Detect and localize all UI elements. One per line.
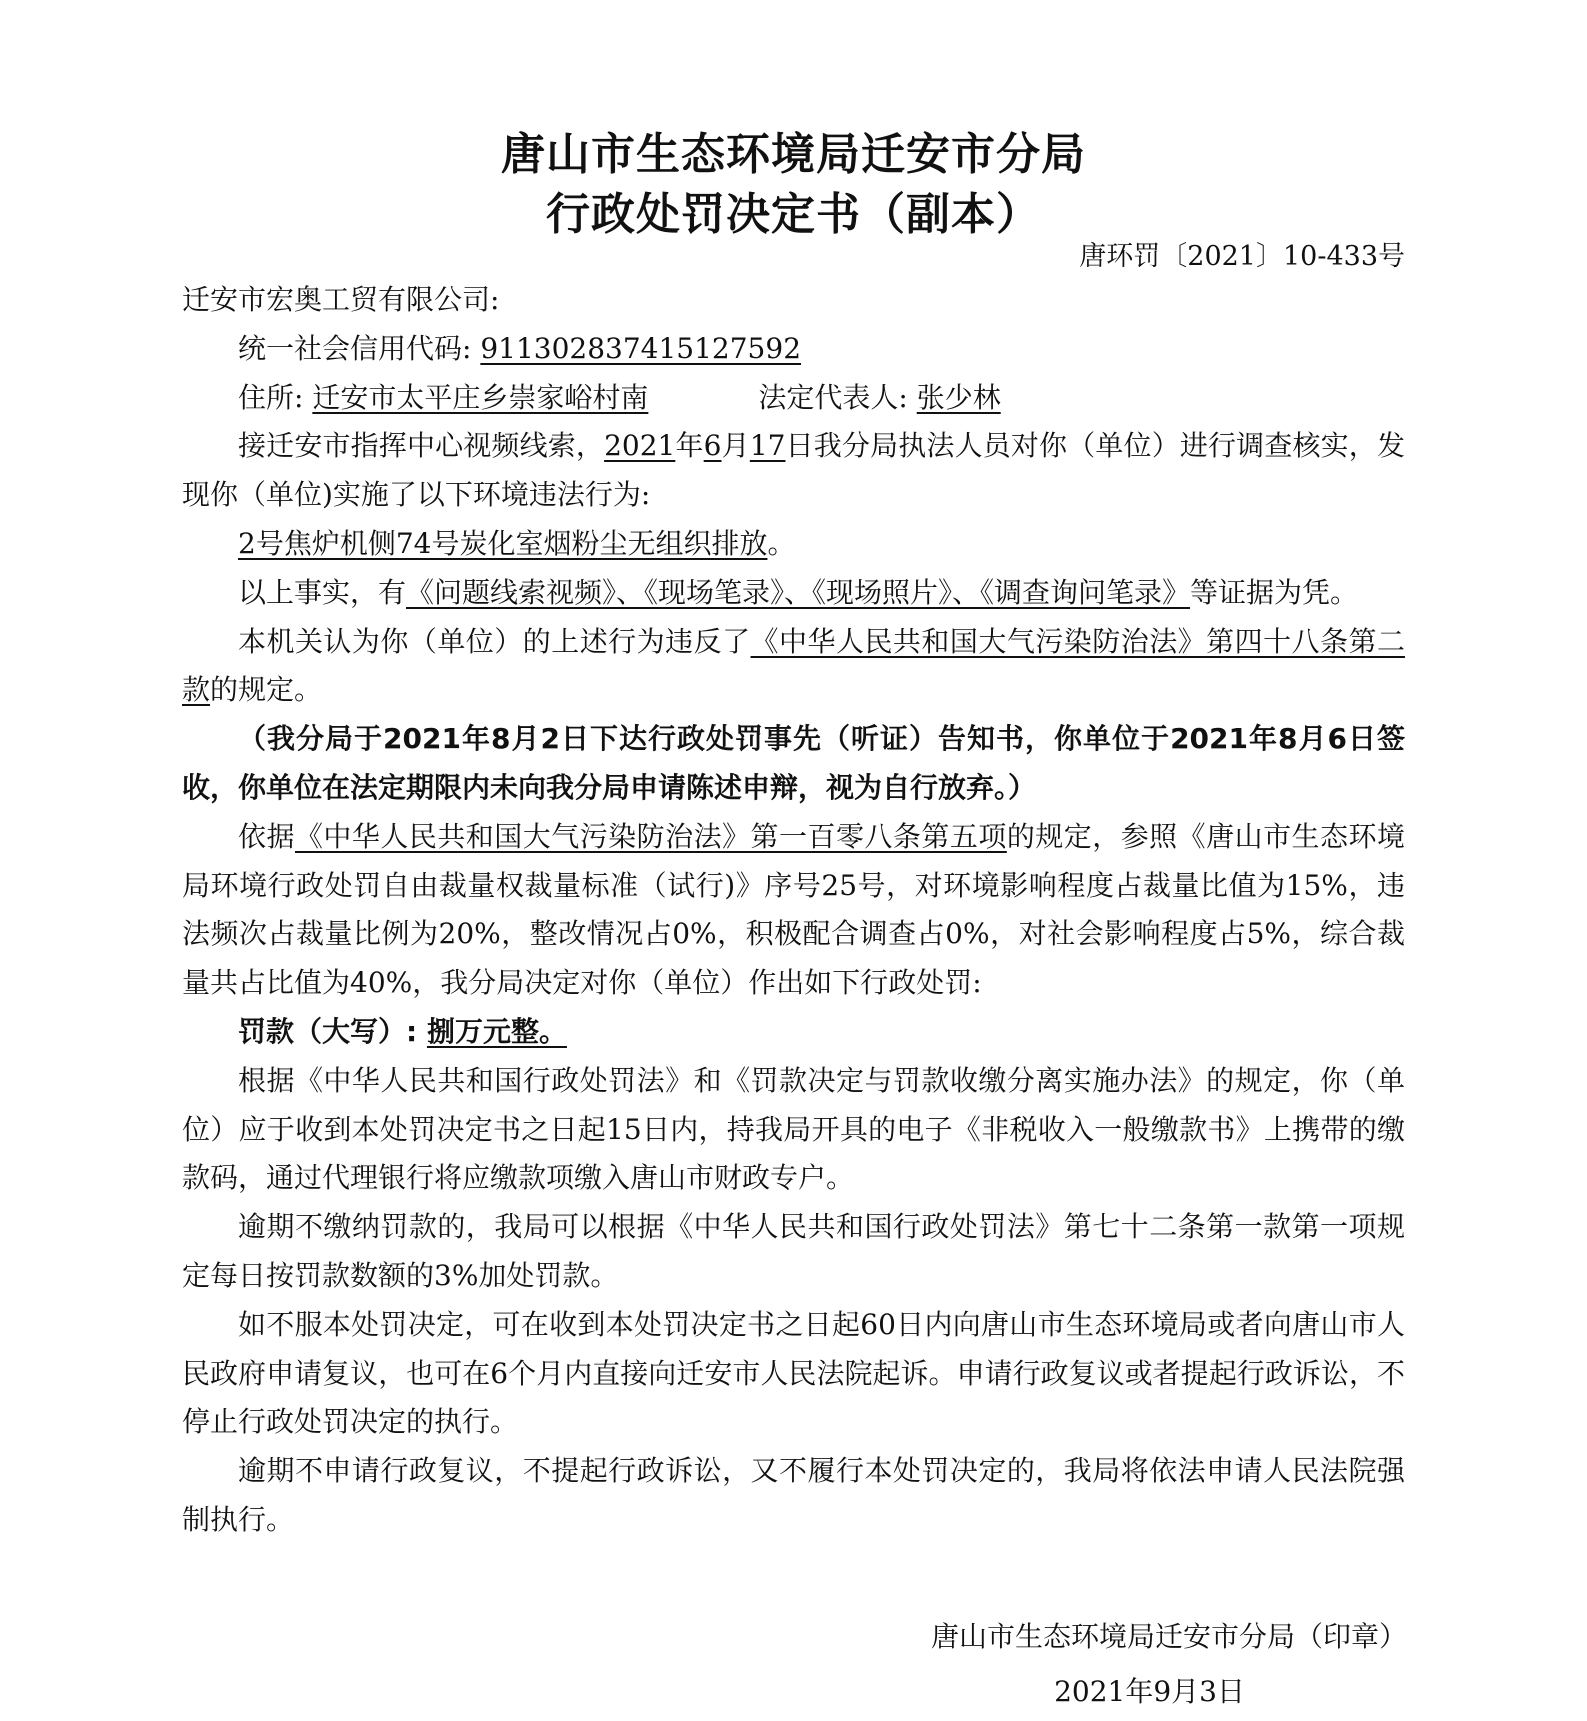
investigation-day: 17 [749,429,786,463]
payment-paragraph: 根据《中华人民共和国行政处罚法》和《罚款决定与罚款收缴分离实施办法》的规定，你（单位）应于收到本处罚决定书之日起15日内，持我局开具的电子《非税收入一般缴款书》上携带的缴款码，通过代理银行将应缴款项缴入唐山市财政专户。 [182,1063,1405,1195]
investigation-year: 2021 [604,429,676,463]
penalty-line [182,1008,1405,1057]
credit-code-line [182,325,1405,374]
late-payment-paragraph: 逾期不缴纳罚款的，我局可以根据《中华人民共和国行政处罚法》第七十二条第一款第一项规定每日按罚款数额的3%加处罚款。 [182,1210,1405,1292]
document-title-line2: 行政处罚决定书（副本） [546,189,1041,240]
enforcement-paragraph: 逾期不申请行政复议，不提起行政诉讼，又不履行本处罚决定的，我局将依法申请人民法院强制执行。 [182,1454,1405,1536]
legal-rep-label: 法定代表人: [758,380,908,414]
investigation-month: 6 [703,429,722,463]
law-violated-paragraph: 本机关认为你（单位）的上述行为违反了《中华人民共和国大气污染防治法》第四十八条第二款的规定。 [182,624,1405,707]
issue-date: 2021年9月3日 [1054,1675,1245,1708]
issuer-signature: 唐山市生态环境局迁安市分局（印章） [930,1620,1407,1653]
violation-paragraph: 2号焦炉机侧74号炭化室烟粉尘无组织排放。 [238,526,796,560]
credit-code-value: 911302837415127592 [480,331,802,365]
address-value: 迁安市太平庄乡崇家峪村南 [312,380,649,414]
notice-paragraph: （我分局于2021年8月2日下达行政处罚事先（听证）告知书，你单位于2021年8月6日签收，你单位在法定期限内未向我分局申请陈述申辩，视为自行放弃。） [182,722,1405,804]
credit-code-label: 统一社会信用代码: [238,331,472,365]
basis-paragraph: 依据《中华人民共和国大气污染防治法》第一百零八条第五项的规定，参照《唐山市生态环境局环境行政处罚自由裁量权裁量标准（试行)》序号25号，对环境影响程度占裁量比值为15%，违法频次占裁量比例为20%，整改情况占0%，积极配合调查占0%，对社会影响程度占5%，综合裁量共占比值为40%，我分局决定对你（单位）作出如下行政处罚: [182,819,1405,1000]
document-number: 唐环罚〔2021〕10-433号 [1079,241,1405,272]
penalty-label: 罚款（大写）: [238,1014,418,1048]
investigation-paragraph: 接迁安市指挥中心视频线索，2021年6月17日我分局执法人员对你（单位）进行调查核实，发现你（单位)实施了以下环境违法行为: [182,429,1405,512]
document-title-line1: 唐山市生态环境局迁安市分局 [501,129,1086,180]
law-violated: 《中华人民共和国大气污染防治法》第四十八条第二款 [182,624,1405,707]
address-label: 住所: [238,380,304,414]
evidence-paragraph: 以上事实，有《问题线索视频》、《现场笔录》、《现场照片》、《调查询问笔录》等证据为凭。 [238,575,1359,609]
evidence-list: 《问题线索视频》、《现场笔录》、《现场照片》、《调查询问笔录》 [406,575,1191,609]
violation-text: 2号焦炉机侧74号炭化室烟粉尘无组织排放 [238,526,768,560]
party-name: 迁安市宏奥工贸有限公司: [182,283,500,316]
document-body [182,276,1405,1545]
address-line [182,374,1405,423]
legal-rep-name: 张少林 [916,380,1001,414]
penalty-amount: 捌万元整。 [426,1014,567,1048]
basis-law: 《中华人民共和国大气污染防治法》第一百零八条第五项 [294,819,1007,853]
appeal-paragraph: 如不服本处罚决定，可在收到本处罚决定书之日起60日内向唐山市生态环境局或者向唐山市人民政府申请复议，也可在6个月内直接向迁安市人民法院起诉。申请行政复议或者提起行政诉讼，不停止行政处罚决定的执行。 [182,1307,1405,1439]
